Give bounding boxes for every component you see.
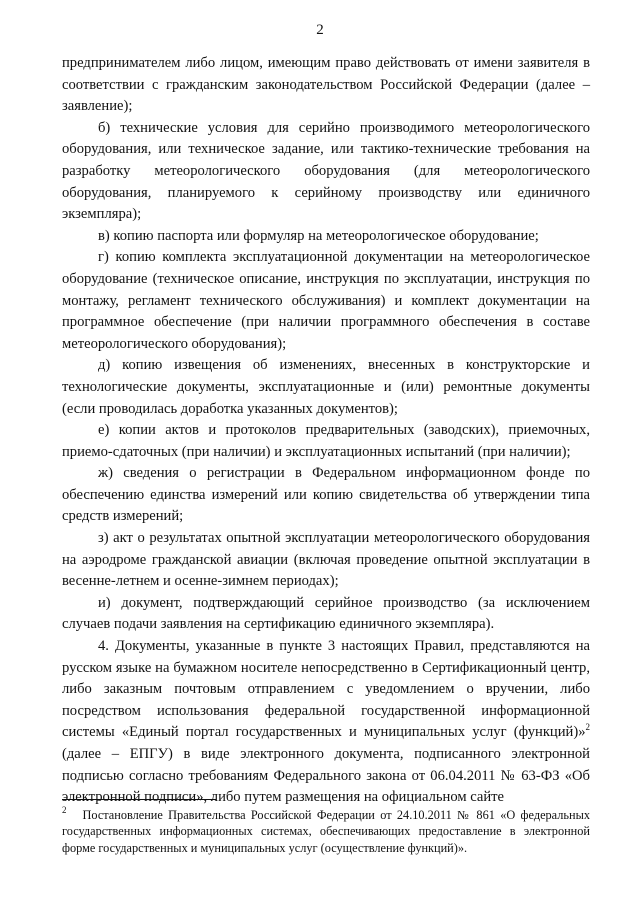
list-item-g: г) копию комплекта эксплуатационной документации на метеорологическое оборудование (техническое описание, инструкция по эксплуатации, инструкция по монтажу, регламент технического обслуживания) и комплект документации на программное обеспечение (при наличии программного обеспечения в составе метеорологического оборудования); (62, 249, 590, 352)
list-item-d: д) копию извещения об изменениях, внесенных в конструкторские и технологические документы, эксплуатационные и (или) ремонтные документы (если проводилась доработка указанных документов); (62, 357, 590, 417)
page-number: 2 (316, 22, 324, 38)
list-item-i: и) документ, подтверждающий серийное производство (за исключением случаев подачи заявления на сертификацию единичного экземпляра). (62, 594, 590, 633)
footnote-text: Постановление Правительства Российской Федерации от 24.10.2011 № 861 «О федеральных государственных информационных системах, обеспечивающих предоставление в электронной форме государственных и муниципальных услуг (осуществление функций)». (62, 808, 590, 855)
paragraph-4 (62, 636, 590, 809)
footnote-separator (62, 799, 216, 800)
list-item-zh: ж) сведения о регистрации в Федеральном информационном фонде по обеспечению единства измерений или копию свидетельства об утверждении типа средств измерений; (62, 465, 590, 525)
footnote-reference[interactable]: 2 (585, 722, 590, 733)
list-item-z: з) акт о результатах опытной эксплуатации метеорологического оборудования на аэродроме гражданской авиации (включая проведение опытной эксплуатации в весенне-летнем и осенне-зимнем периодах); (62, 530, 590, 590)
list-item-v: в) копию паспорта или формуляр на метеорологическое оборудование; (98, 227, 539, 244)
footnote-marker: 2 (62, 805, 67, 815)
list-item-e: е) копии актов и протоколов предварительных (заводских), приемочных, приемо-сдаточных (при наличии) и эксплуатационных испытаний (при наличии); (62, 422, 590, 460)
paragraph-4-text-end: (далее – ЕПГУ) в виде электронного документа, подписанного электронной подписью согласно требованиям Федерального закона от 06.04.2011 № 63-ФЗ «Об электронной подписи», либо путем размещения на официальном сайте (62, 746, 590, 806)
paragraph-continuation: предпринимателем либо лицом, имеющим право действовать от имени заявителя в соответствии с гражданским законодательством Российской Федерации (далее – заявление); (62, 55, 590, 115)
document-body (62, 53, 590, 809)
footnote (62, 807, 590, 856)
paragraph-4-text-start: 4. Документы, указанные в пункте 3 настоящих Правил, представляются на русском языке на бумажном носителе непосредственно в Сертификационный центр, либо заказным почтовым отправлением с уведомлением о вручении, либо посредством использования федеральной государственной информационной системы «Единый портал государственных и муниципальных услуг (функций)» (62, 638, 590, 741)
list-item-b: б) технические условия для серийно производимого метеорологического оборудования, или техническое задание, или тактико-технические требования на разработку метеорологического оборудования (для метеорологического оборудования, планируемого к серийному производству или единичного экземпляра); (62, 119, 590, 223)
